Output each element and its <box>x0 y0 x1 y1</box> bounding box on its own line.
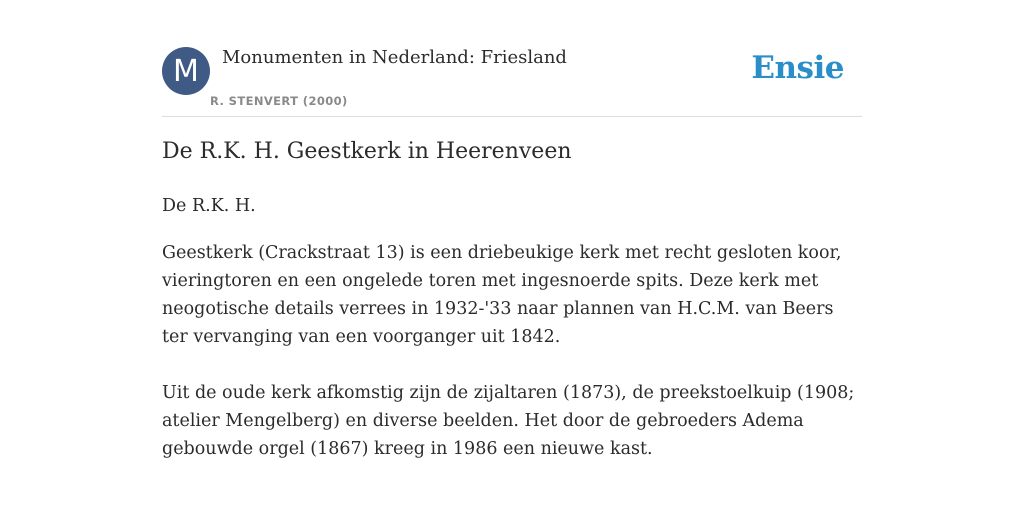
page-header <box>162 40 862 117</box>
paragraph-description: Geestkerk (Crackstraat 13) is een driebeukige kerk met recht gesloten koor, vieringtoren en een ongelede toren met ingesnoerde spits. Deze kerk met neogotische details verrees in 1932-'33 naar plannen van H.C.M. van Beers ter vervanging van een voorganger uit 1842. <box>162 243 842 347</box>
article-title: De R.K. H. Geestkerk in Heerenveen <box>162 139 572 164</box>
book-avatar[interactable]: M <box>162 47 210 95</box>
paragraph-interior: Uit de oude kerk afkomstig zijn de zijaltaren (1873), de preekstoelkuip (1908; atelier Mengelberg) en diverse beelden. Het door de gebroeders Adema gebouwde orgel (1867) kreeg in 1986 een nieuwe kast. <box>162 383 855 459</box>
paragraph-intro: De R.K. H. <box>162 196 256 216</box>
author-year: R. STENVERT (2000) <box>210 94 348 108</box>
book-title-link[interactable]: Monumenten in Nederland: Friesland <box>222 47 567 68</box>
ensie-logo-link[interactable]: Ensie <box>751 50 844 86</box>
